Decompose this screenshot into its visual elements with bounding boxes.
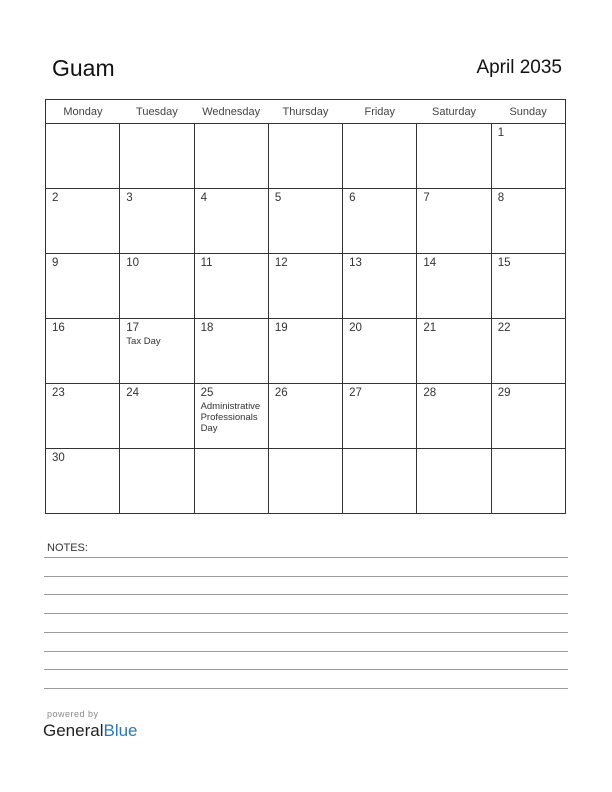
day-cell [120, 319, 194, 384]
week-row [46, 189, 566, 254]
calendar-grid [45, 99, 566, 514]
day-cell [268, 384, 342, 449]
day-cell [46, 254, 120, 319]
week-row [46, 254, 566, 319]
day-number: 16 [52, 322, 65, 334]
day-cell [268, 254, 342, 319]
day-cell [417, 124, 491, 189]
day-number: 11 [200, 257, 213, 269]
weekday-header-row [46, 100, 566, 124]
day-number: 15 [497, 257, 511, 269]
day-number: 29 [497, 387, 511, 399]
day-cell [268, 124, 342, 189]
day-cell [491, 319, 565, 384]
day-cell [343, 319, 417, 384]
day-cell [417, 384, 491, 449]
note-line [44, 557, 568, 558]
day-cell [120, 124, 194, 189]
week-row [46, 319, 566, 384]
note-line [44, 688, 568, 689]
day-number: 17 [126, 322, 140, 334]
day-number: 12 [274, 257, 288, 269]
day-number: 8 [497, 192, 505, 204]
day-cell [343, 189, 417, 254]
day-cell [120, 449, 194, 514]
day-number: 4 [200, 192, 207, 204]
day-cell [268, 189, 342, 254]
day-number: 28 [423, 387, 437, 399]
holiday-label: Tax Day [126, 336, 161, 347]
note-line [44, 651, 568, 652]
region-title: Guam [52, 55, 115, 81]
day-cell [194, 124, 268, 189]
day-cell [343, 254, 417, 319]
day-cell [491, 124, 565, 189]
weekday-header: Friday [343, 100, 417, 124]
powered-by-text: powered by [47, 709, 99, 719]
day-number: 9 [52, 257, 59, 269]
weekday-header: Thursday [268, 100, 342, 124]
day-cell [46, 384, 120, 449]
note-line [44, 576, 568, 577]
day-number: 10 [126, 257, 140, 269]
day-number: 20 [349, 322, 362, 334]
day-number: 27 [349, 387, 362, 399]
day-cell [417, 449, 491, 514]
day-cell [491, 254, 565, 319]
day-number: 18 [200, 322, 214, 334]
brand-name-part1: General [43, 721, 104, 740]
note-line [44, 613, 568, 614]
week-row [46, 384, 566, 449]
day-number: 1 [497, 127, 505, 139]
day-cell [417, 189, 491, 254]
day-number: 13 [349, 257, 362, 269]
day-cell [268, 449, 342, 514]
day-number: 23 [52, 387, 65, 399]
day-cell [194, 189, 268, 254]
day-number: 14 [423, 257, 437, 269]
day-cell [491, 449, 565, 514]
day-cell [343, 124, 417, 189]
day-cell [194, 384, 268, 449]
day-cell [120, 254, 194, 319]
week-row [46, 449, 566, 514]
day-cell [491, 384, 565, 449]
weekday-header: Tuesday [120, 100, 194, 124]
day-number: 2 [52, 192, 59, 204]
day-cell [194, 319, 268, 384]
day-number: 21 [423, 322, 437, 334]
day-number: 6 [349, 192, 356, 204]
day-cell [417, 319, 491, 384]
day-cell [194, 449, 268, 514]
notes-label: NOTES: [47, 542, 88, 554]
day-cell [343, 384, 417, 449]
day-cell [46, 319, 120, 384]
day-cell [46, 124, 120, 189]
day-cell [268, 319, 342, 384]
day-cell [46, 449, 120, 514]
weekday-header: Monday [46, 100, 120, 124]
week-row [46, 124, 566, 189]
day-cell [120, 384, 194, 449]
day-number: 25 [200, 387, 214, 399]
brand-name-part2: Blue [103, 721, 138, 740]
day-number: 5 [274, 192, 282, 204]
day-number: 22 [497, 322, 511, 334]
day-number: 7 [423, 192, 430, 204]
day-cell [343, 449, 417, 514]
day-cell [417, 254, 491, 319]
month-year-title: April 2035 [476, 57, 562, 78]
day-cell [194, 254, 268, 319]
note-line [44, 669, 568, 670]
day-number: 19 [274, 322, 288, 334]
day-cell [46, 189, 120, 254]
note-line [44, 632, 568, 633]
weekday-header: Wednesday [194, 100, 268, 124]
note-line [44, 594, 568, 595]
day-number: 26 [274, 387, 288, 399]
day-number: 24 [126, 387, 140, 399]
day-cell [491, 189, 565, 254]
day-cell [120, 189, 194, 254]
holiday-label: Administrative Professionals Day [200, 401, 261, 434]
weekday-header: Sunday [491, 100, 565, 124]
brand-logo [43, 721, 138, 741]
day-number: 30 [52, 452, 65, 464]
weekday-header: Saturday [417, 100, 491, 124]
day-number: 3 [126, 192, 133, 204]
